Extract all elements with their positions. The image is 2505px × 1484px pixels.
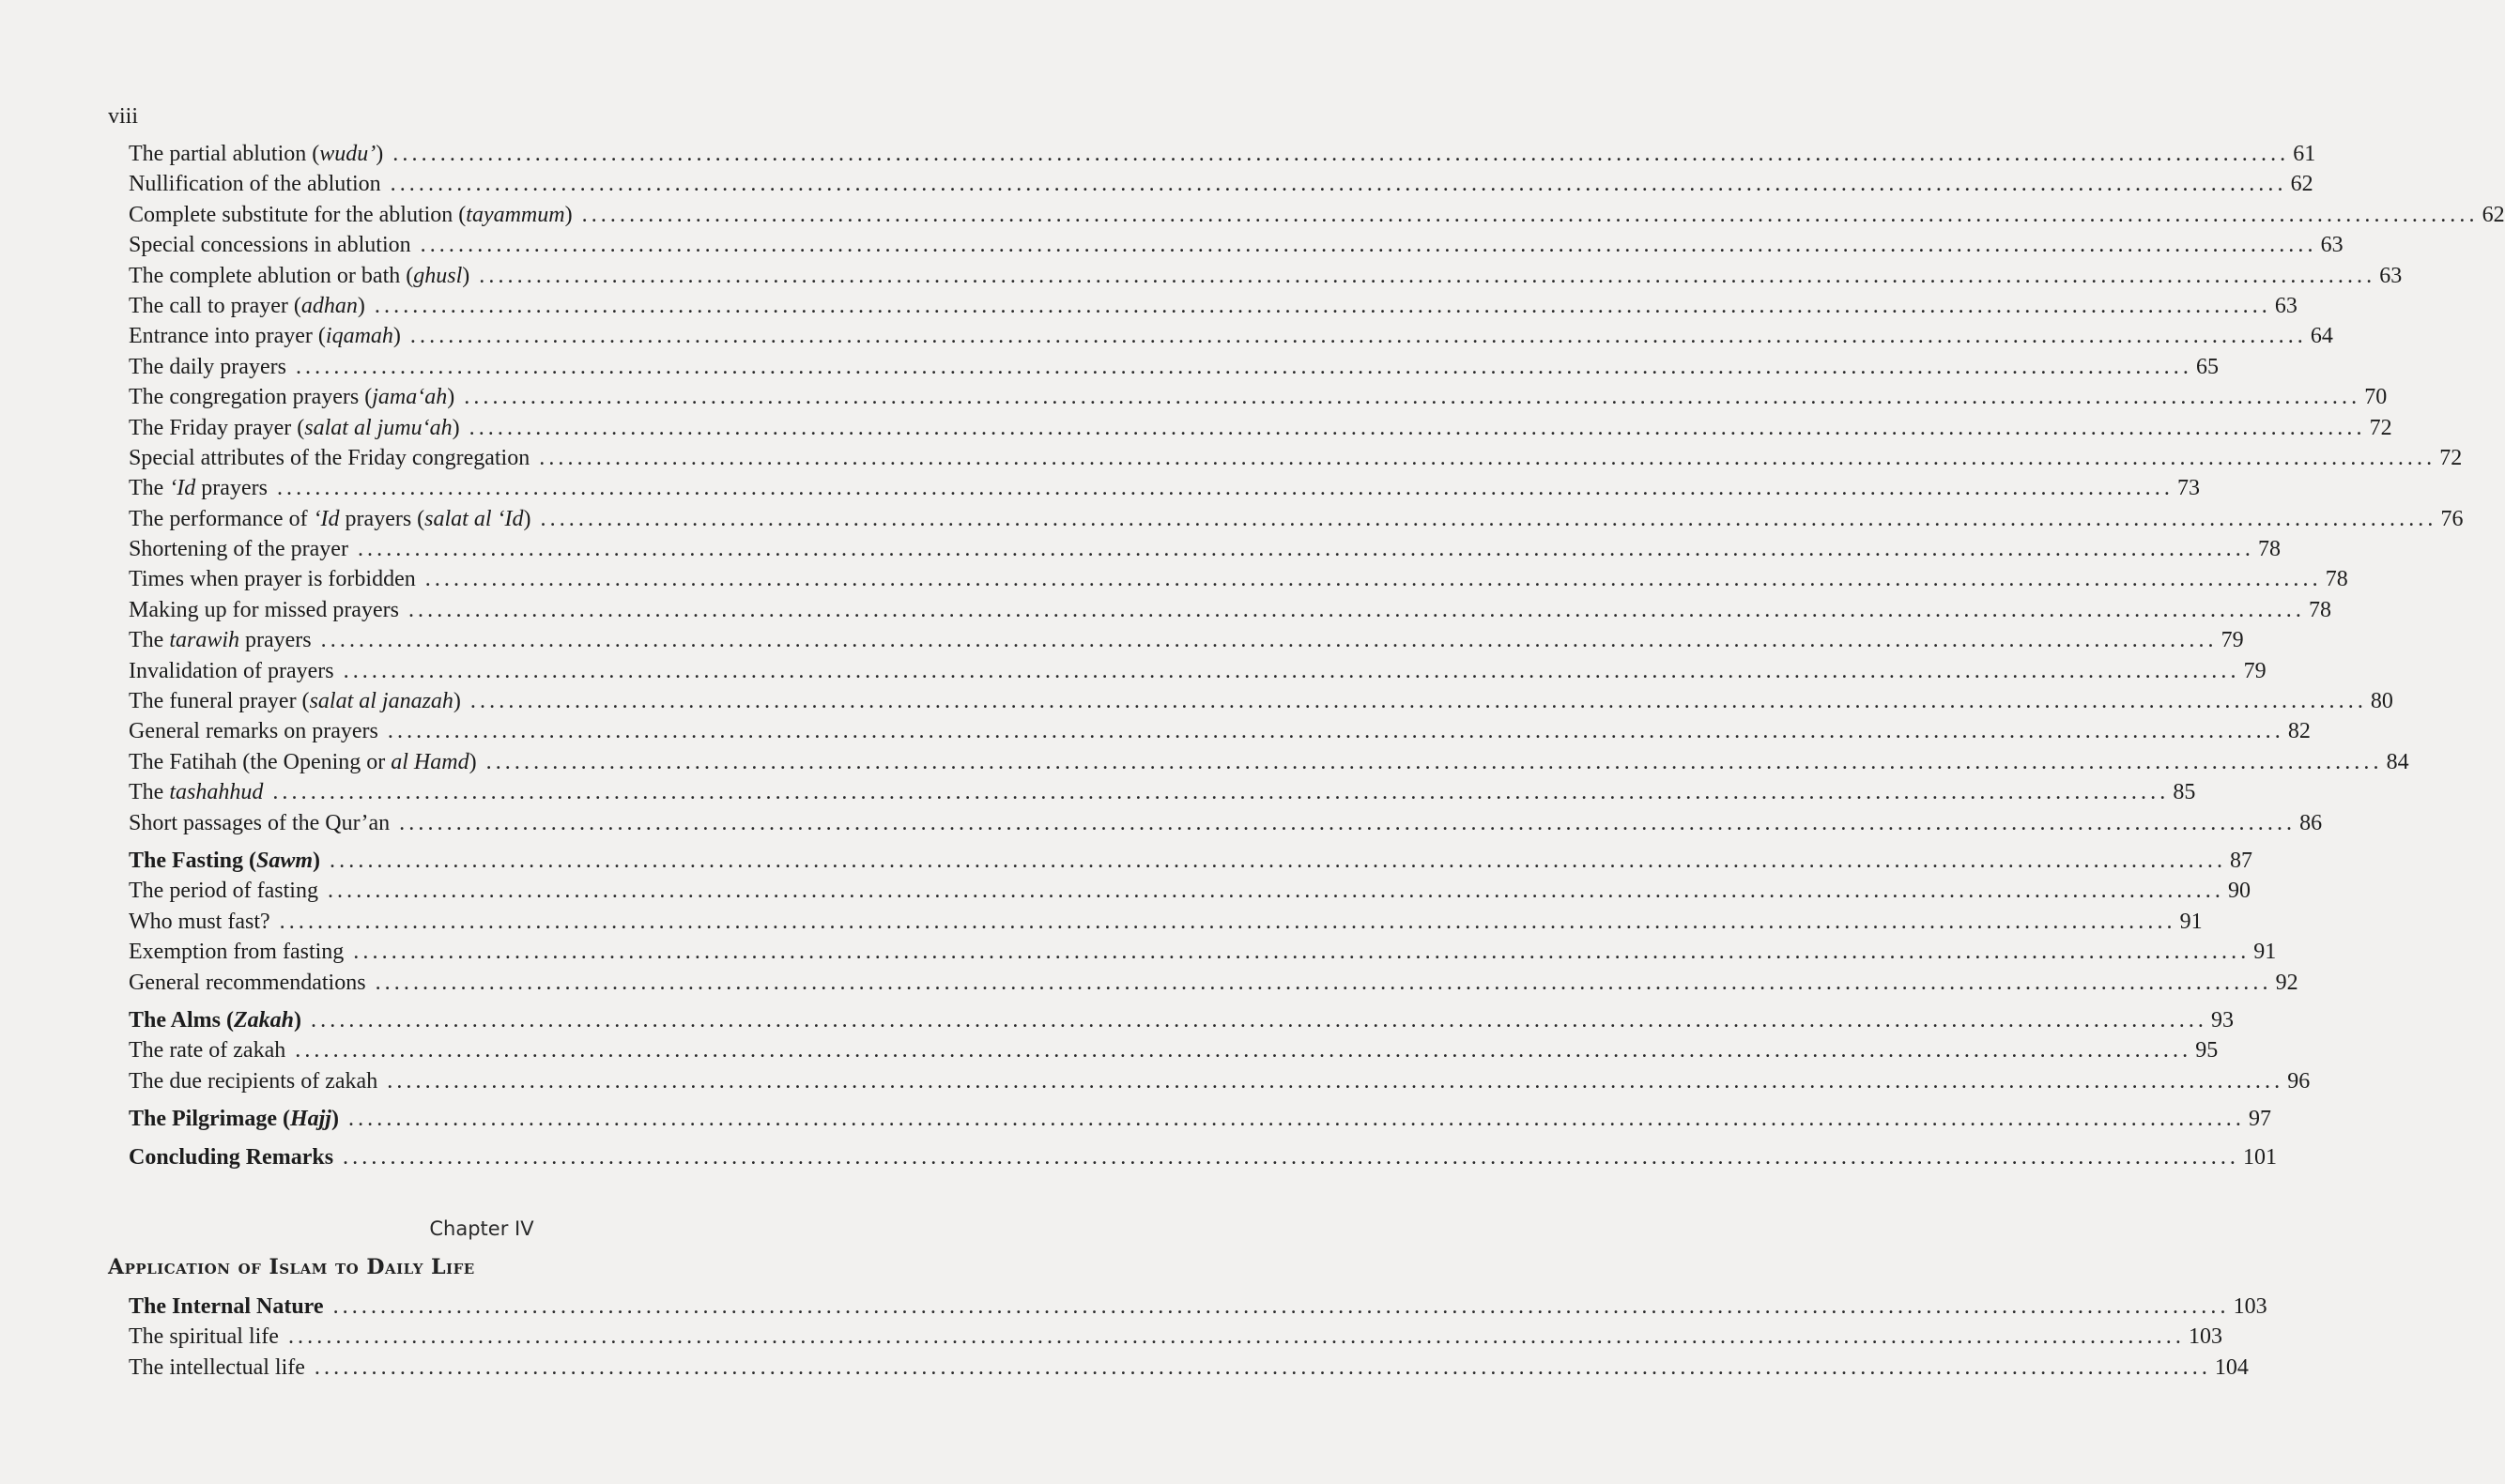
toc-title-text: The call to prayer (: [129, 293, 301, 318]
dot-leader: ........................................................................................................................................................................................................: [581, 202, 2479, 227]
toc-page-number: 95: [2195, 1038, 2219, 1063]
toc-title-text: The spiritual life: [129, 1324, 279, 1350]
toc-title-text: Who must fast?: [129, 909, 270, 934]
dot-leader: ........................................................................................................................................................................................................: [311, 1007, 2208, 1033]
toc-title-text: ): [453, 689, 461, 714]
dot-leader: ........................................................................................................................................................................................................: [327, 879, 2224, 904]
dot-leader: ........................................................................................................................................................................................................: [540, 506, 2437, 531]
dot-leader: ........................................................................................................................................................................................................: [392, 142, 2290, 166]
toc-title-text: ): [357, 293, 365, 318]
toc-title-italic: iqamah: [325, 324, 393, 349]
toc-title-italic: tarawih: [169, 628, 239, 653]
toc-entry-title: [129, 1035, 285, 1065]
toc-title-text: The: [129, 476, 170, 501]
toc-entry: [129, 808, 2323, 838]
toc-page-number: 64: [2310, 324, 2333, 349]
toc-title-text: The Alms (: [129, 1007, 235, 1033]
dot-leader: ........................................................................................................................................................................................................: [469, 415, 2366, 440]
dot-leader: ........................................................................................................................................................................................................: [485, 749, 2383, 774]
toc-title-text: ): [469, 749, 477, 774]
toc-page-number: 63: [2379, 263, 2403, 288]
toc-title-text: The intellectual life: [129, 1354, 305, 1380]
chapter-title: Application of Islam to Daily Life: [108, 1255, 475, 1279]
toc-title-text: Special concessions in ablution: [129, 233, 411, 258]
toc-page-number: 103: [2188, 1324, 2222, 1350]
toc-entry: [129, 1353, 2249, 1383]
toc-title-italic: Zakah: [234, 1007, 295, 1033]
toc-page-number: 92: [2275, 970, 2298, 995]
toc-title-text: Short passages of the Qur’an: [129, 810, 391, 835]
toc-entry-title: [129, 937, 344, 967]
toc-entry: [129, 747, 2409, 777]
toc-title-text: The partial ablution (: [129, 142, 320, 166]
toc-title-text: The complete ablution or bath (: [129, 263, 414, 288]
toc-title-text: The: [129, 628, 170, 653]
toc-title-text: The funeral prayer (: [129, 689, 310, 714]
toc-title-text: The: [129, 780, 170, 805]
dot-leader: ........................................................................................................................................................................................................: [464, 385, 2361, 410]
toc-entry-title: [129, 747, 477, 777]
toc-entry: [129, 230, 2344, 260]
dot-leader: ........................................................................................................................................................................................................: [357, 537, 2254, 562]
toc-title-text: Times when prayer is forbidden: [129, 567, 416, 592]
dot-leader: ........................................................................................................................................................................................................: [424, 567, 2322, 592]
toc-title-italic: Hajj: [289, 1107, 331, 1132]
toc-entry: [129, 686, 2393, 716]
toc-title-text: ): [564, 202, 573, 227]
toc-page-number: 78: [2257, 537, 2281, 562]
dot-leader: ........................................................................................................................................................................................................: [330, 848, 2227, 873]
dot-leader: ........................................................................................................................................................................................................: [343, 658, 2240, 683]
toc-entry-title: [129, 1005, 301, 1035]
toc-page-number: 104: [2214, 1354, 2249, 1380]
toc-page-number: 79: [2243, 658, 2267, 683]
toc-entry-title: [129, 291, 365, 321]
toc-title-italic: tashahhud: [169, 780, 264, 805]
toc-entry-title: [129, 169, 381, 199]
toc-title-italic: adhan: [300, 293, 358, 318]
toc-title-text: Nullification of the ablution: [129, 172, 381, 197]
toc-page-number: 96: [2287, 1068, 2311, 1094]
toc-page-number: 91: [2253, 940, 2277, 965]
dot-leader: ........................................................................................................................................................................................................: [347, 1107, 2245, 1132]
toc-entry: [129, 139, 2316, 169]
toc-title-text: General remarks on prayers: [129, 719, 378, 744]
dot-leader: ........................................................................................................................................................................................................: [295, 354, 2192, 379]
toc-title-italic: salat al jumu‘ah: [304, 415, 453, 440]
toc-page-number: 70: [2364, 385, 2388, 410]
toc-title-text: The Fatihah (the Opening or: [129, 749, 392, 774]
toc-entry-title: [129, 534, 348, 564]
toc-entry: [129, 876, 2251, 906]
toc-entry-title: [129, 1104, 339, 1134]
toc-section-heading: [129, 1292, 2267, 1322]
toc-entry-title: [129, 1322, 279, 1352]
dot-leader: ........................................................................................................................................................................................................: [353, 940, 2251, 965]
dot-leader: ........................................................................................................................................................................................................: [287, 1324, 2185, 1350]
toc-title-italic: salat al janazah: [309, 689, 453, 714]
toc-entry-title: [129, 968, 366, 998]
toc-page-number: 82: [2287, 719, 2311, 744]
toc-title-italic: ghusl: [413, 263, 463, 288]
toc-entry-title: [129, 656, 334, 686]
toc-entry: [129, 200, 2505, 230]
toc-list-chapter-iv: [129, 1292, 2267, 1383]
toc-page-number: 84: [2386, 749, 2409, 774]
toc-entry-title: [129, 230, 411, 260]
toc-title-text: Exemption from fasting: [129, 940, 345, 965]
toc-title-text: ): [330, 1107, 339, 1132]
toc-title-text: The Internal Nature: [129, 1294, 324, 1319]
toc-entry-title: [129, 1353, 305, 1383]
toc-entry: [129, 504, 2464, 534]
toc-entry: [129, 473, 2200, 503]
toc-page-number: 62: [2482, 202, 2505, 227]
toc-page-number: 72: [2439, 445, 2463, 470]
toc-entry: [129, 534, 2281, 564]
toc-page-number: 90: [2227, 879, 2251, 904]
toc-title-text: prayers (: [339, 506, 425, 531]
toc-entry: [129, 261, 2403, 291]
toc-title-text: ): [462, 263, 470, 288]
toc-entry-title: [129, 876, 318, 906]
toc-section-heading: [129, 1104, 2271, 1134]
toc-entry: [129, 413, 2392, 443]
toc-page-number: 97: [2248, 1107, 2271, 1132]
toc-entry: [129, 443, 2463, 473]
toc-title-text: ): [452, 415, 460, 440]
toc-title-text: ): [523, 506, 531, 531]
toc-entry: [129, 1322, 2222, 1352]
dot-leader: ........................................................................................................................................................................................................: [295, 1038, 2192, 1063]
toc-title-text: Concluding Remarks: [129, 1144, 334, 1170]
toc-entry: [129, 321, 2333, 351]
toc-entry-title: [129, 352, 286, 382]
toc-title-italic: tayammum: [466, 202, 565, 227]
toc-title-italic: salat al ‘Id: [424, 506, 524, 531]
dot-leader: ........................................................................................................................................................................................................: [539, 445, 2436, 470]
toc-entry: [129, 625, 2244, 655]
toc-title-text: The rate of zakah: [129, 1038, 286, 1063]
dot-leader: ........................................................................................................................................................................................................: [343, 1144, 2240, 1170]
toc-title-text: The Pilgrimage (: [129, 1107, 290, 1132]
toc-title-text: General recommendations: [129, 970, 366, 995]
toc-entry-title: [129, 1292, 324, 1322]
toc-page-number: 78: [2325, 567, 2348, 592]
toc-entry: [129, 382, 2388, 412]
dot-leader: ........................................................................................................................................................................................................: [387, 1068, 2284, 1094]
toc-page-number: 78: [2308, 597, 2331, 622]
toc-page-number: 63: [2274, 293, 2298, 318]
toc-list: [129, 139, 2505, 1172]
dot-leader: ........................................................................................................................................................................................................: [279, 909, 2176, 934]
toc-entry: [129, 968, 2298, 998]
toc-page-number: 65: [2195, 354, 2219, 379]
dot-leader: ........................................................................................................................................................................................................: [399, 810, 2297, 835]
toc-section-heading: [129, 846, 2253, 876]
toc-entry-title: [129, 777, 263, 807]
toc-title-text: Invalidation of prayers: [129, 658, 334, 683]
toc-entry-title: [129, 443, 530, 473]
toc-entry-title: [129, 413, 460, 443]
chapter-label: Chapter IV: [429, 1217, 534, 1240]
toc-entry-title: [129, 473, 268, 503]
toc-title-text: ): [447, 385, 455, 410]
toc-entry-title: [129, 625, 312, 655]
toc-title-text: Making up for missed prayers: [129, 597, 399, 622]
toc-page-number: 80: [2370, 689, 2393, 714]
toc-page-number: 91: [2179, 909, 2203, 934]
dot-leader: ........................................................................................................................................................................................................: [479, 263, 2376, 288]
toc-title-text: Complete substitute for the ablution (: [129, 202, 467, 227]
dot-leader: ........................................................................................................................................................................................................: [276, 476, 2174, 501]
toc-entry-title: [129, 504, 531, 534]
toc-title-italic: Sawm: [256, 848, 314, 873]
toc-title-text: The daily prayers: [129, 354, 286, 379]
toc-title-text: The congregation prayers (: [129, 385, 373, 410]
toc-entry: [129, 937, 2277, 967]
toc-title-text: ): [392, 324, 401, 349]
dot-leader: ........................................................................................................................................................................................................: [407, 597, 2305, 622]
dot-leader: ........................................................................................................................................................................................................: [409, 324, 2307, 349]
toc-title-text: ): [313, 848, 321, 873]
toc-title-italic: ‘Id: [169, 476, 196, 501]
toc-title-text: The period of fasting: [129, 879, 318, 904]
toc-title-text: Shortening of the prayer: [129, 537, 348, 562]
toc-title-italic: wudu’: [319, 142, 377, 166]
toc-entry-title: [129, 595, 399, 625]
dot-leader: ........................................................................................................................................................................................................: [320, 628, 2218, 653]
dot-leader: ........................................................................................................................................................................................................: [469, 689, 2367, 714]
toc-entry: [129, 291, 2298, 321]
toc-page-number: 72: [2369, 415, 2392, 440]
toc-title-text: prayers: [239, 628, 312, 653]
toc-page-number: 61: [2293, 142, 2316, 166]
dot-leader: ........................................................................................................................................................................................................: [390, 172, 2287, 197]
toc-entry: [129, 656, 2267, 686]
toc-page-number: 101: [2243, 1144, 2278, 1170]
toc-entry: [129, 777, 2196, 807]
toc-entry-title: [129, 686, 461, 716]
toc-title-text: The performance of: [129, 506, 314, 531]
toc-entry-title: [129, 564, 416, 594]
toc-page-number: 73: [2176, 476, 2200, 501]
toc-entry: [129, 564, 2348, 594]
toc-entry: [129, 1066, 2311, 1096]
dot-leader: ........................................................................................................................................................................................................: [387, 719, 2284, 744]
toc-title-text: Special attributes of the Friday congregation: [129, 445, 530, 470]
toc-entry-title: [129, 139, 383, 169]
toc-entry: [129, 1035, 2219, 1065]
toc-title-text: The Fasting (: [129, 848, 257, 873]
toc-title-text: ): [376, 142, 384, 166]
dot-leader: ........................................................................................................................................................................................................: [375, 970, 2272, 995]
toc-title-italic: al Hamd: [391, 749, 469, 774]
toc-page-number: 76: [2440, 506, 2464, 531]
toc-entry-title: [129, 1066, 377, 1096]
dot-leader: ........................................................................................................................................................................................................: [314, 1354, 2211, 1380]
toc-entry-title: [129, 200, 573, 230]
toc-entry-title: [129, 382, 454, 412]
toc-entry-title: [129, 808, 390, 838]
toc-entry-title: [129, 261, 469, 291]
toc-title-italic: ‘Id: [313, 506, 340, 531]
toc-entry-title: [129, 1142, 333, 1172]
toc-entry-title: [129, 907, 270, 937]
toc-title-text: Entrance into prayer (: [129, 324, 326, 349]
toc-page-number: 93: [2211, 1007, 2235, 1033]
toc-entry-title: [129, 846, 320, 876]
toc-section-heading: [129, 1005, 2235, 1035]
dot-leader: ........................................................................................................................................................................................................: [272, 780, 2170, 805]
toc-entry: [129, 716, 2311, 746]
toc-page-number: 87: [2230, 848, 2253, 873]
toc-entry: [129, 352, 2219, 382]
dot-leader: ........................................................................................................................................................................................................: [374, 293, 2271, 318]
toc-title-text: The due recipients of zakah: [129, 1068, 378, 1094]
toc-title-text: ): [294, 1007, 302, 1033]
dot-leader: ........................................................................................................................................................................................................: [332, 1294, 2230, 1319]
toc-page-number: 79: [2221, 628, 2244, 653]
toc-entry-title: [129, 321, 401, 351]
toc-section-heading: [129, 1142, 2278, 1172]
toc-title-text: prayers: [195, 476, 268, 501]
toc-title-text: The Friday prayer (: [129, 415, 305, 440]
toc-page-number: 62: [2290, 172, 2313, 197]
toc-entry: [129, 907, 2203, 937]
toc-page-number: 85: [2173, 780, 2196, 805]
toc-entry: [129, 595, 2331, 625]
toc-entry: [129, 169, 2313, 199]
toc-entry-title: [129, 716, 378, 746]
toc-page-number: 63: [2320, 233, 2344, 258]
dot-leader: ........................................................................................................................................................................................................: [420, 233, 2317, 258]
toc-page-number: 86: [2299, 810, 2323, 835]
page-number: viii: [108, 104, 139, 129]
toc-page-number: 103: [2233, 1294, 2267, 1319]
toc-title-italic: jama‘ah: [372, 385, 448, 410]
